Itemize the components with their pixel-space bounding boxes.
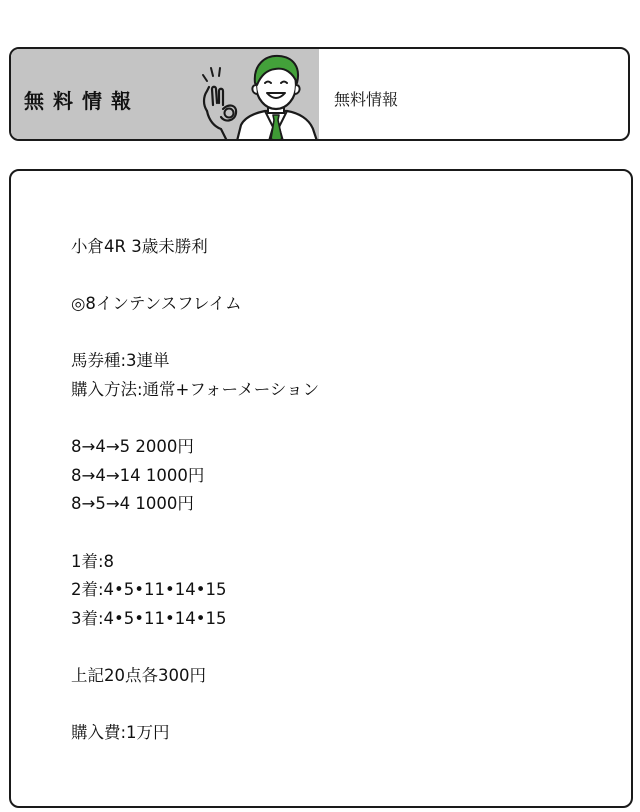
header-label: 無料情報	[334, 90, 399, 109]
bet-line: 8→4→14 1000円	[71, 465, 205, 485]
bet-type-line: 馬券種:3連単	[71, 351, 170, 371]
pick-line: ◎8インテンスフレイム	[71, 294, 242, 314]
total-cost-line: 購入費:1万円	[71, 723, 170, 743]
blank-line	[71, 405, 611, 434]
free-info-content-card	[9, 169, 633, 808]
race-title-line: 小倉4R 3歳未勝利	[71, 237, 208, 256]
free-info-banner	[11, 49, 319, 139]
blank-line	[71, 519, 611, 548]
summary-line: 上記20点各300円	[71, 665, 206, 685]
blank-line	[71, 633, 611, 662]
third-place-line: 3着:4•5•11•14•15	[71, 608, 227, 628]
blank-line	[71, 262, 611, 291]
free-info-header-card	[9, 47, 630, 141]
first-place-line: 1着:8	[71, 551, 115, 571]
blank-line	[71, 691, 611, 720]
man-ok-gesture-icon	[193, 53, 319, 141]
bet-line: 8→4→5 2000円	[71, 437, 194, 457]
second-place-line: 2着:4•5•11•14•15	[71, 580, 227, 600]
blank-line	[71, 319, 611, 348]
banner-title: 無料情報	[24, 89, 140, 113]
content-text	[71, 233, 611, 748]
purchase-method-line: 購入方法:通常+フォーメーション	[71, 379, 320, 399]
bet-line: 8→5→4 1000円	[71, 494, 194, 514]
